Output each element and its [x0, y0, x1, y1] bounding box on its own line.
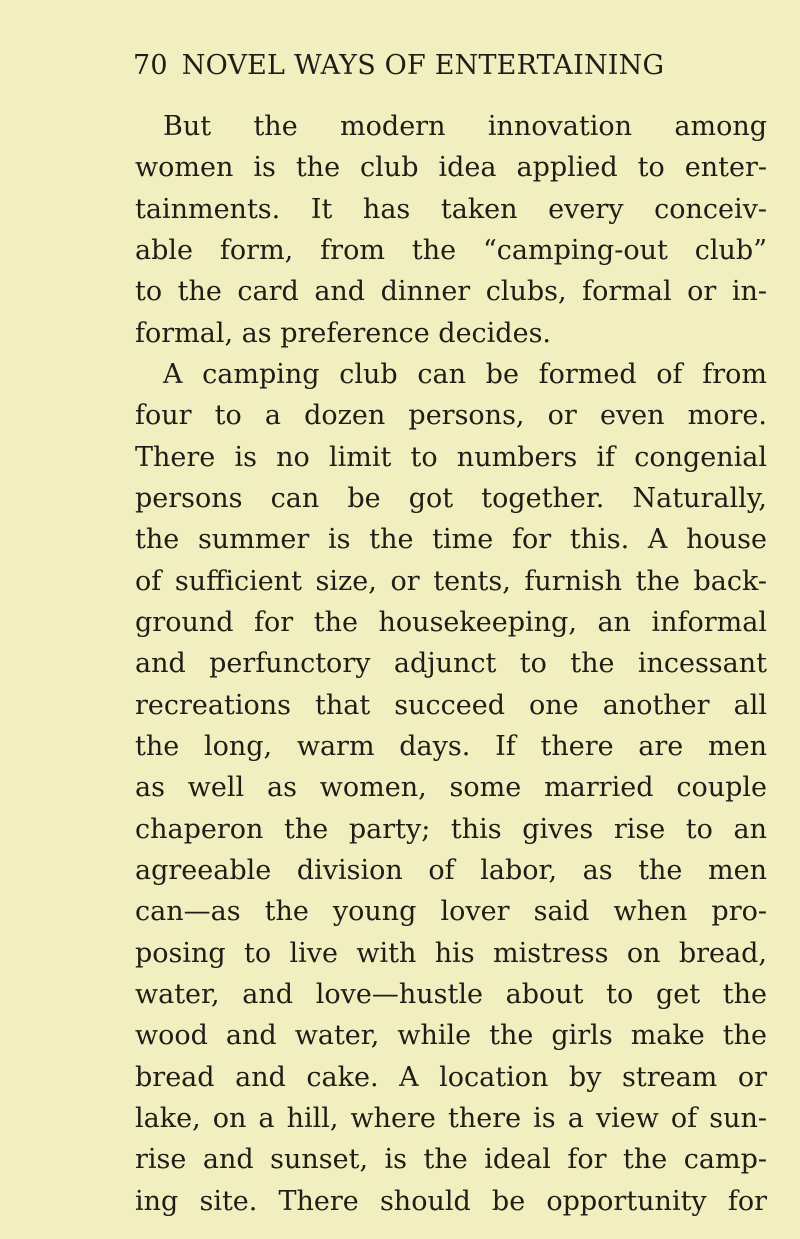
page-number: 70: [133, 50, 168, 81]
text-line: as well as women, some married couple: [135, 772, 767, 804]
text-line: ground for the housekeeping, an informal: [135, 606, 767, 638]
text-line: of sufficient size, or tents, furnish the back-: [135, 565, 767, 597]
text-line: and perfunctory adjunct to the incessant: [135, 648, 767, 680]
text-line: lake, on a hill, where there is a view of sun-: [135, 1102, 767, 1134]
text-line: posing to live with his mistress on bread,: [135, 937, 767, 969]
text-line: But the modern innovation among: [163, 111, 767, 142]
text-line: agreeable division of labor, as the men: [135, 854, 767, 886]
running-head: [133, 50, 664, 90]
text-line: four to a dozen persons, or even more.: [135, 400, 767, 432]
text-line: persons can be got together. Naturally,: [135, 482, 767, 514]
text-line: wood and water, while the girls make the: [135, 1020, 767, 1052]
text-line: rise and sunset, is the ideal for the camp-: [135, 1144, 767, 1176]
text-line: A camping club can be formed of from: [163, 358, 767, 390]
text-line: the long, warm days. If there are men: [135, 730, 767, 762]
text-line: tainments. It has taken every conceiv-: [135, 193, 767, 225]
text-line: water, and love—hustle about to get the: [135, 978, 767, 1010]
text-line: recreations that succeed one another all: [135, 689, 767, 721]
text-line: women is the club idea applied to enter-: [135, 152, 767, 184]
text-line: able form, from the “camping-out club”: [135, 234, 767, 266]
body-text: [135, 106, 767, 1222]
text-line: There is no limit to numbers if congenial: [135, 441, 767, 473]
text-line: the summer is the time for this. A house: [135, 524, 767, 556]
running-title: NOVEL WAYS OF ENTERTAINING: [181, 50, 665, 81]
text-line: to the card and dinner clubs, formal or in-: [135, 276, 767, 308]
text-line: ing site. There should be opportunity for: [135, 1185, 767, 1217]
text-line: bread and cake. A location by stream or: [135, 1061, 767, 1093]
text-line: formal, as preference decides.: [135, 317, 552, 349]
text-line: chaperon the party; this gives rise to an: [135, 813, 767, 845]
text-line: can—as the young lover said when pro-: [135, 896, 767, 928]
